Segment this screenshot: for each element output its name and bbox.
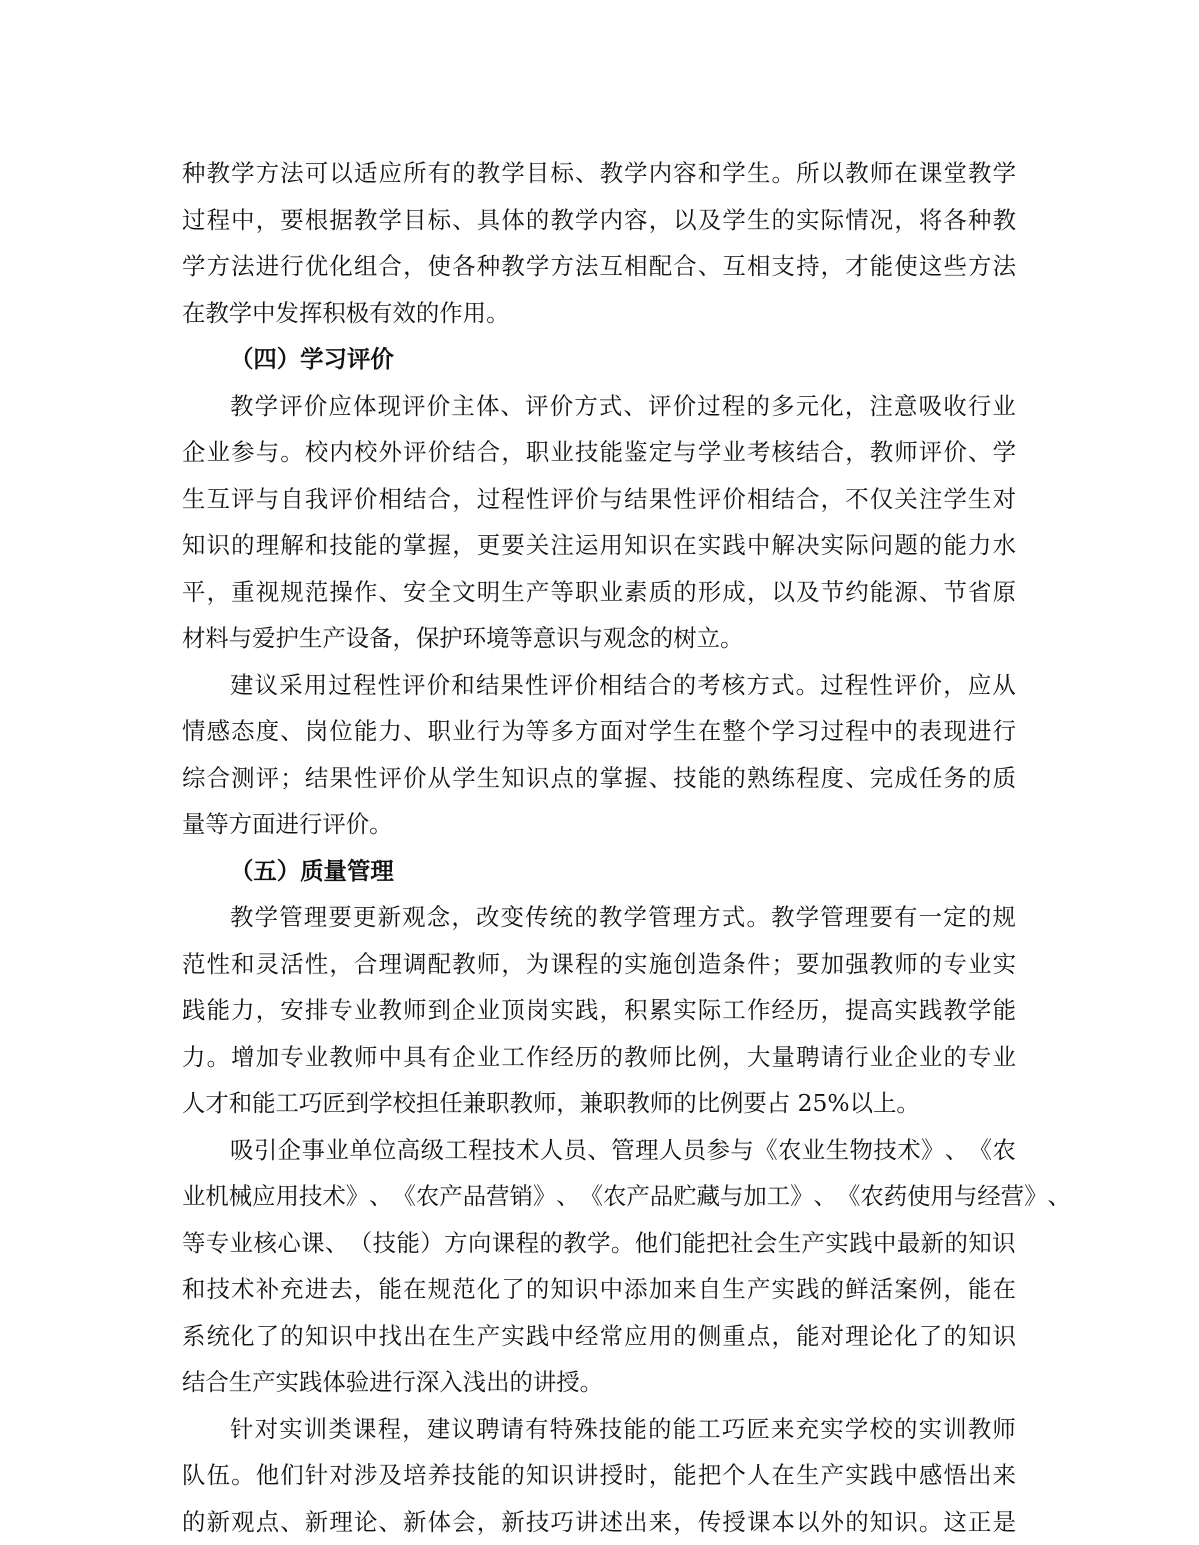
paragraph-line: 种 教 学 方 法 可 以 适 应 所 有 的 教 学 目 标 、 教 学 内 容 和 学 生 。 所 以 教 师 在 课 堂 教 学 [182,150,1016,197]
paragraph-line: 学 方 法 进 行 优 化 组 合 ， 使 各 种 教 学 方 法 互 相 配 合 、 互 相 支 持 ， 才 能 使 这 些 方 法 [182,243,1016,290]
paragraph-line: 生 互 评 与 自 我 评 价 相 结 合 ， 过 程 性 评 价 与 结 果 性 评 价 相 结 合 ， 不 仅 关 注 学 生 对 [182,476,1016,523]
paragraph-line: 和 技 术 补 充 进 去 ， 能 在 规 范 化 了 的 知 识 中 添 加 来 自 生 产 实 践 的 鲜 活 案 例 ， 能 在 [182,1266,1016,1313]
paragraph-line: 践 能 力 ， 安 排 专 业 教 师 到 企 业 顶 岗 实 践 ， 积 累 实 际 工 作 经 历 ， 提 高 实 践 教 学 能 [182,987,1016,1034]
paragraph-line: 结合生产实践体验进行深入浅出的讲授。 [182,1359,1016,1406]
section-heading: （五）质量管理 [182,848,1016,895]
paragraph-line: 情 感 态 度 、 岗 位 能 力 、 职 业 行 为 等 多 方 面 对 学 生 在 整 个 学 习 过 程 中 的 表 现 进 行 [182,708,1016,755]
paragraph-line: 等 专 业 核 心 课 、 （ 技 能 ） 方 向 课 程 的 教 学 。 他 们 能 把 社 会 生 产 实 践 中 最 新 的 知 识 [182,1220,1016,1267]
paragraph-line: 的 新 观 点 、 新 理 论 、 新 体 会 ， 新 技 巧 讲 述 出 来 ， 传 授 课 本 以 外 的 知 识 。 这 正 是 [182,1499,1016,1545]
paragraph-line: 系 统 化 了 的 知 识 中 找 出 在 生 产 实 践 中 经 常 应 用 的 侧 重 点 ， 能 对 理 论 化 了 的 知 识 [182,1313,1016,1360]
paragraph-line: 量等方面进行评价。 [182,801,1016,848]
paragraph-line: 人才和能工巧匠到学校担任兼职教师，兼职教师的比例要占 25%以上。 [182,1080,1016,1127]
paragraph-line: 过 程 中 ， 要 根 据 教 学 目 标 、 具 体 的 教 学 内 容 ， 以 及 学 生 的 实 际 情 况 ， 将 各 种 教 [182,197,1016,244]
paragraph-line: 教 学 评 价 应 体 现 评 价 主 体 、 评 价 方 式 、 评 价 过 程 的 多 元 化 ， 注 意 吸 收 行 业 [182,383,1016,430]
paragraph-line: 建 议 采 用 过 程 性 评 价 和 结 果 性 评 价 相 结 合 的 考 核 方 式 。 过 程 性 评 价 ， 应 从 [182,662,1016,709]
paragraph-line: 企 业 参 与 。 校 内 校 外 评 价 结 合 ， 职 业 技 能 鉴 定 与 学 业 考 核 结 合 ， 教 师 评 价 、 学 [182,429,1016,476]
paragraph-line: 综 合 测 评 ； 结 果 性 评 价 从 学 生 知 识 点 的 掌 握 、 技 能 的 熟 练 程 度 、 完 成 任 务 的 质 [182,755,1016,802]
document-body [182,150,1016,1545]
paragraph-line: 队 伍 。 他 们 针 对 涉 及 培 养 技 能 的 知 识 讲 授 时 ， 能 把 个 人 在 生 产 实 践 中 感 悟 出 来 [182,1452,1016,1499]
paragraph-line: 平 ， 重 视 规 范 操 作 、 安 全 文 明 生 产 等 职 业 素 质 的 形 成 ， 以 及 节 约 能 源 、 节 省 原 [182,569,1016,616]
paragraph-line: 在教学中发挥积极有效的作用。 [182,290,1016,337]
paragraph-line: 针 对 实 训 类 课 程 ， 建 议 聘 请 有 特 殊 技 能 的 能 工 巧 匠 来 充 实 学 校 的 实 训 教 师 [182,1406,1016,1453]
paragraph-line: 吸 引 企 事 业 单 位 高 级 工 程 技 术 人 员 、 管 理 人 员 参 与 《 农 业 生 物 技 术 》 、 《 农 [182,1127,1016,1174]
paragraph-line: 力 。 增 加 专 业 教 师 中 具 有 企 业 工 作 经 历 的 教 师 比 例 ， 大 量 聘 请 行 业 企 业 的 专 业 [182,1034,1016,1081]
section-heading: （四）学习评价 [182,336,1016,383]
paragraph-line: 教 学 管 理 要 更 新 观 念 ， 改 变 传 统 的 教 学 管 理 方 式 。 教 学 管 理 要 有 一 定 的 规 [182,894,1016,941]
paragraph-line: 材料与爱护生产设备，保护环境等意识与观念的树立。 [182,615,1016,662]
paragraph-line: 业 机 械 应 用 技 术 》 、 《 农 产 品 营 销 》 、 《 农 产 品 贮 藏 与 加 工 》 、 《 农 药 使 用 与 经 营 》 、 [182,1173,1016,1220]
paragraph-line: 范 性 和 灵 活 性 ， 合 理 调 配 教 师 ， 为 课 程 的 实 施 创 造 条 件 ； 要 加 强 教 师 的 专 业 实 [182,941,1016,988]
paragraph-line: 知 识 的 理 解 和 技 能 的 掌 握 ， 更 要 关 注 运 用 知 识 在 实 践 中 解 决 实 际 问 题 的 能 力 水 [182,522,1016,569]
